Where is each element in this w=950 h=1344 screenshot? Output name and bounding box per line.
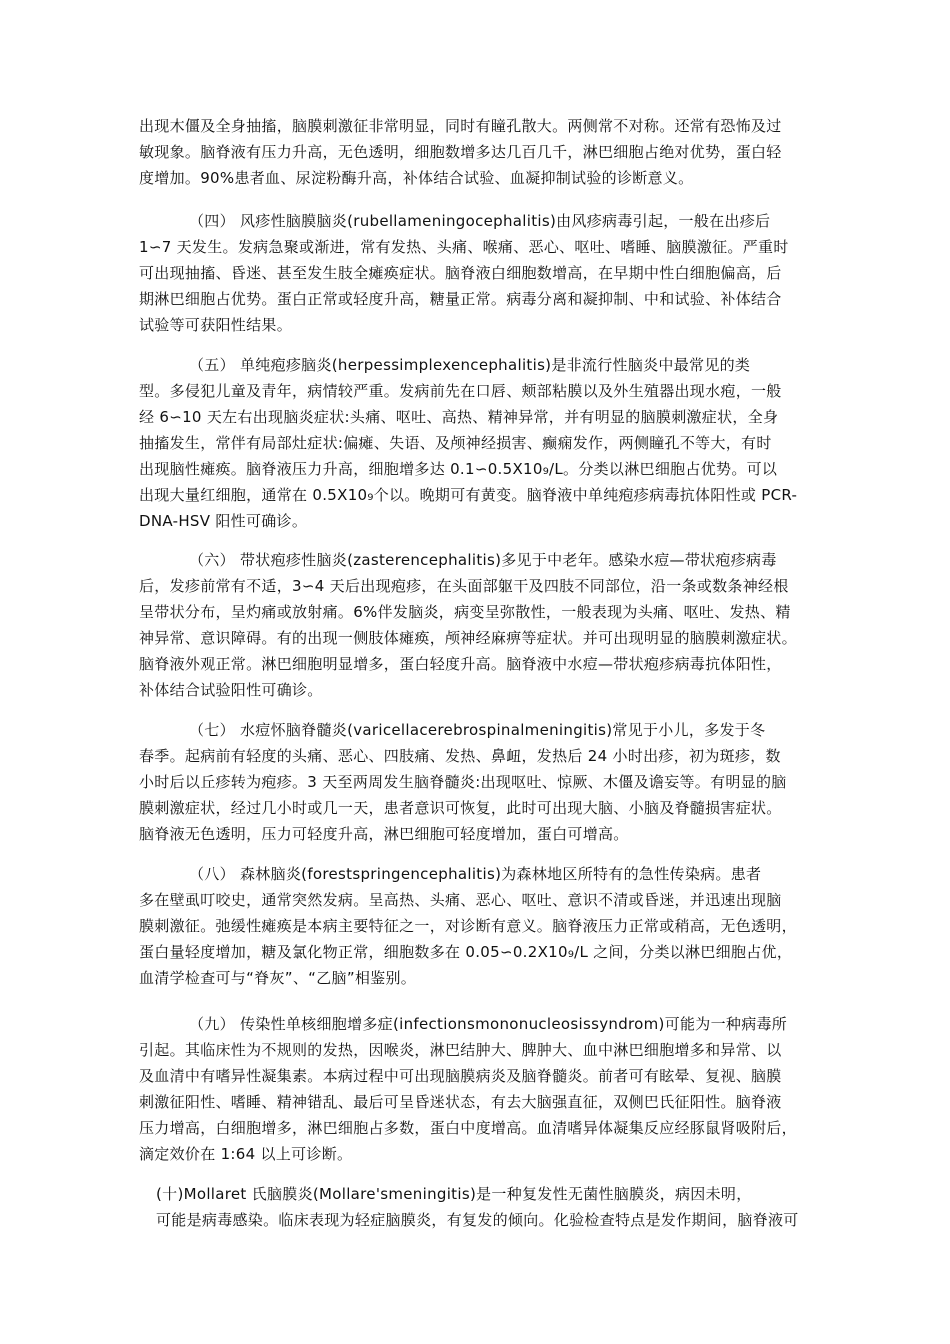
paragraph-mollaret-meningitis xyxy=(156,1181,816,1233)
text-line: （七） 水痘怀脑脊髓炎(varicellacerebrospinalmeningitis)常见于小儿，多发于冬 xyxy=(189,721,766,739)
text-line: 刺激征阳性、嗜睡、精神错乱、最后可呈昏迷状态，有去大脑强直征，双侧巴氏征阳性。脑脊液 xyxy=(139,1093,782,1111)
text-line: 多在壁虱叮咬史，通常突然发病。呈高热、头痛、恶心、呕吐、意识不清或昏迷，并迅速出现脑 xyxy=(139,891,782,909)
text-line: 神异常、意识障碍。有的出现一侧肢体瘫痪，颅神经麻痹等症状。并可出现明显的脑膜刺激症状。 xyxy=(139,629,797,647)
text-line: 后，发疹前常有不适，3∽4 天后出现疱疹，在头面部躯干及四肢不同部位，沿一条或数条神经根 xyxy=(139,577,789,595)
text-line: 春季。起病前有轻度的头痛、恶心、四肢痛、发热、鼻衄，发热后 24 小时出疹，初为斑疹，数 xyxy=(139,747,781,765)
paragraph-continuation xyxy=(139,113,819,191)
text-line: 试验等可获阳性结果。 xyxy=(139,316,293,334)
text-line: 脑脊液外观正常。淋巴细胞明显增多，蛋白轻度升高。脑脊液中水痘—带状疱疹病毒抗体阳性， xyxy=(139,655,782,673)
text-line: 型。多侵犯儿童及青年，病情较严重。发病前先在口唇、颊部粘膜以及外生殖器出现水疱，一般 xyxy=(139,382,782,400)
text-line: 蛋白量轻度增加，糖及氯化物正常，细胞数多在 0.05∽0.2X10₉/L 之间，分类以淋巴细胞占优， xyxy=(139,943,793,961)
text-line: 抽搐发生，常伴有局部灶症状:偏瘫、失语、及颅神经损害、癫痫发作，两侧瞳孔不等大，有时 xyxy=(139,434,772,452)
text-line: 1∽7 天发生。发病急聚或渐进，常有发热、头痛、喉痛、恶心、呕吐、嗜睡、脑膜激征。严重时 xyxy=(139,238,789,256)
text-line: （九） 传染性单核细胞增多症(infectionsmononucleosissyndrom)可能为一种病毒所 xyxy=(189,1015,788,1033)
text-line: 出现木僵及全身抽搐，脑膜刺激征非常明显，同时有瞳孔散大。两侧常不对称。还常有恐怖及过 xyxy=(139,117,782,135)
text-line: 出现大量红细胞，通常在 0.5X10₉个以。晚期可有黄变。脑脊液中单纯疱疹病毒抗体阳性或 PCR- xyxy=(139,486,798,504)
paragraph-zoster-encephalitis xyxy=(139,547,819,703)
text-line: DNA-HSV 阳性可确诊。 xyxy=(139,512,308,530)
text-line: 补体结合试验阳性可确诊。 xyxy=(139,681,323,699)
paragraph-varicella-encephalomyelitis xyxy=(139,717,819,847)
text-line: 呈带状分布，呈灼痛或放射痛。6%伴发脑炎，病变呈弥散性，一般表现为头痛、呕吐、发热、精 xyxy=(139,603,791,621)
text-line: 出现脑性瘫痪。脑脊液压力升高，细胞增多达 0.1∽0.5X10₉/L。分类以淋巴细胞占优势。可以 xyxy=(139,460,778,478)
text-line: 引起。其临床性为不规则的发热，因喉炎，淋巴结肿大、脾肿大、血中淋巴细胞增多和异常、以 xyxy=(139,1041,782,1059)
text-line: 脑脊液无色透明，压力可轻度升高，淋巴细胞可轻度增加，蛋白可增高。 xyxy=(139,825,629,843)
text-line: 敏现象。脑脊液有压力升高，无色透明，细胞数增多达几百几千，淋巴细胞占绝对优势，蛋白轻 xyxy=(139,143,782,161)
paragraph-infectious-mononucleosis xyxy=(139,1011,819,1167)
text-line: 及血清中有嗜异性凝集素。本病过程中可出现脑膜病炎及脑脊髓炎。前者可有眩晕、复视、脑膜 xyxy=(139,1067,782,1085)
text-line: （六） 带状疱疹性脑炎(zasterencephalitis)多见于中老年。感染水痘—带状疱疹病毒 xyxy=(189,551,777,569)
text-line: 可出现抽搐、昏迷、甚至发生肢全瘫痪症状。脑脊液白细胞数增高，在早期中性白细胞偏高，后 xyxy=(139,264,782,282)
text-line: （八） 森林脑炎(forestspringencephalitis)为森林地区所特有的急性传染病。患者 xyxy=(189,865,762,883)
text-line: 经 6∽10 天左右出现脑炎症状:头痛、呕吐、高热、精神异常，并有明显的脑膜刺激症状，全身 xyxy=(139,408,779,426)
text-line: （五） 单纯疱疹脑炎(herpessimplexencephalitis)是非流行性脑炎中最常见的类 xyxy=(189,356,751,374)
text-line: 血清学检查可与“脊灰”、“乙脑”相鉴别。 xyxy=(139,969,417,987)
text-line: 可能是病毒感染。临床表现为轻症脑膜炎，有复发的倾向。化验检查特点是发作期间，脑脊液可 xyxy=(156,1211,799,1229)
text-line: 小时后以丘疹转为疱疹。3 天至两周发生脑脊髓炎:出现呕吐、惊厥、木僵及谵妄等。有明显的脑 xyxy=(139,773,787,791)
text-line: 膜刺激症状，经过几小时或几一天，患者意识可恢复，此时可出现大脑、小脑及脊髓损害症状。 xyxy=(139,799,782,817)
paragraph-forest-spring-encephalitis xyxy=(139,861,819,991)
text-line: (十)Mollaret 氏脑膜炎(Mollare'smeningitis)是一种复发性无菌性脑膜炎，病因未明， xyxy=(156,1185,752,1203)
text-line: 度增加。90%患者血、尿淀粉酶升高，补体结合试验、血凝抑制试验的诊断意义。 xyxy=(139,169,694,187)
paragraph-rubella-meningoencephalitis xyxy=(139,208,819,338)
text-line: （四） 风疹性脑膜脑炎(rubellameningocephalitis)由风疹病毒引起，一般在出疹后 xyxy=(189,212,771,230)
paragraph-herpes-simplex-encephalitis xyxy=(139,352,819,534)
text-line: 膜刺激征。弛缓性瘫痪是本病主要特征之一，对诊断有意义。脑脊液压力正常或稍高，无色透明， xyxy=(139,917,797,935)
text-line: 压力增高，白细胞增多，淋巴细胞占多数，蛋白中度增高。血清嗜异体凝集反应经豚鼠肾吸附后， xyxy=(139,1119,797,1137)
text-line: 期淋巴细胞占优势。蛋白正常或轻度升高，糖量正常。病毒分离和凝抑制、中和试验、补体结合 xyxy=(139,290,782,308)
text-line: 滴定效价在 1:64 以上可诊断。 xyxy=(139,1145,353,1163)
